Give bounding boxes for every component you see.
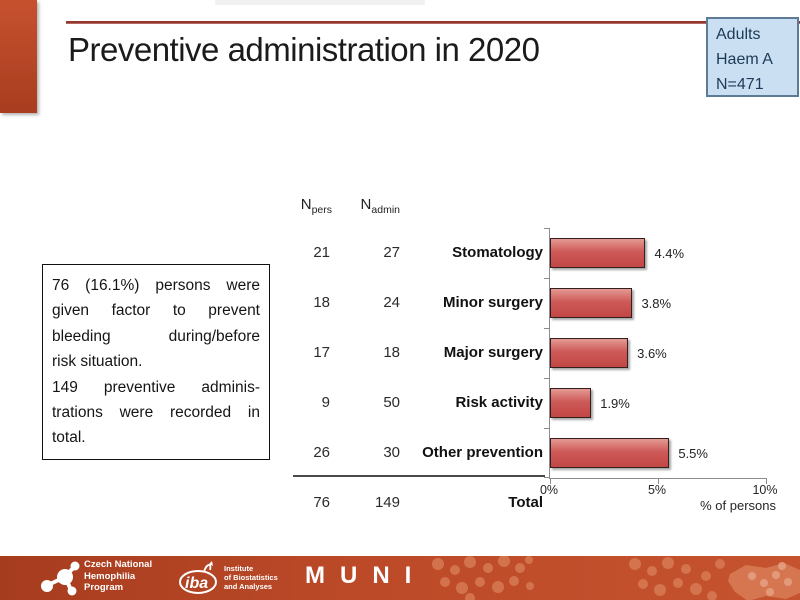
bar-risk-activity — [550, 388, 591, 418]
note-line: risk situation. — [52, 353, 143, 371]
note-line: total. — [52, 429, 86, 447]
bar-row — [550, 288, 671, 318]
cell-nadmin: 18 — [383, 344, 400, 361]
cnhp-line: Czech National — [84, 559, 153, 570]
bar-value-label: 1.9% — [600, 395, 630, 411]
header-base: N — [360, 196, 372, 213]
cell-npers: 26 — [313, 444, 330, 461]
note-line: trations were recorded in — [52, 404, 260, 422]
cell-nadmin: 24 — [383, 294, 400, 311]
iba-institute-text — [224, 564, 278, 591]
category-label: Other prevention — [422, 444, 543, 461]
header-base: N — [300, 196, 312, 213]
axis-tick — [544, 378, 550, 379]
axis-tick — [544, 328, 550, 329]
x-tick-label-5: 5% — [647, 483, 667, 497]
bar-value-label: 3.8% — [641, 295, 672, 311]
cnhp-line: Program — [84, 582, 124, 593]
cnhp-line: Hemophilia — [84, 570, 136, 582]
cell-total-npers: 76 — [313, 494, 330, 511]
bar-row — [550, 388, 630, 418]
cell-npers: 17 — [313, 344, 330, 361]
cell-nadmin: 50 — [383, 394, 400, 411]
bar-minor-surgery — [550, 288, 632, 318]
title-rule — [66, 21, 800, 24]
info-line-n: N=471 — [716, 76, 764, 93]
footer-band — [0, 556, 800, 600]
note-line: given factor to prevent — [52, 302, 260, 320]
note-line: bleeding during/before — [52, 327, 260, 345]
total-label: Total — [508, 494, 543, 511]
bar-value-label: 5.5% — [678, 445, 708, 461]
cnhp-molecule-icon — [38, 560, 84, 598]
note-line: 76 (16.1%) persons were — [52, 277, 260, 294]
x-tick-label-10: 10% — [752, 483, 778, 497]
header-sub: pers — [311, 204, 332, 216]
page-title: Preventive administration in 2020 — [68, 31, 540, 68]
total-separator-line — [293, 475, 545, 477]
axis-tick — [544, 228, 550, 229]
molecule-pattern-decoration — [400, 556, 800, 600]
column-header-npers — [284, 193, 332, 217]
top-shadow-strip — [215, 0, 425, 5]
cnhp-logo-text — [84, 559, 152, 594]
bar-value-label: 4.4% — [654, 245, 685, 261]
bar-chart-plot-area — [549, 228, 767, 479]
bar-row — [550, 238, 684, 268]
bar-stomatology — [550, 238, 645, 268]
bar-value-label: 3.6% — [637, 345, 667, 361]
header-sub: admin — [371, 204, 400, 216]
bar-row — [550, 438, 708, 468]
axis-tick — [544, 278, 550, 279]
x-axis-title: % of persons — [700, 498, 776, 513]
bar-row — [550, 338, 667, 368]
cell-total-nadmin: 149 — [374, 494, 400, 511]
axis-tick — [544, 428, 550, 429]
category-label: Risk activity — [455, 394, 543, 411]
category-label: Stomatology — [452, 244, 543, 261]
note-line: 149 preventive adminis- — [52, 378, 260, 396]
cell-npers: 18 — [313, 294, 330, 311]
summary-note-box — [42, 264, 270, 460]
bar-other-prevention — [550, 438, 669, 468]
info-line-diagnosis: Haem A — [716, 51, 773, 68]
cell-nadmin: 30 — [383, 444, 400, 461]
column-header-nadmin — [348, 193, 400, 217]
cell-npers: 21 — [313, 244, 330, 261]
cohort-info-box — [706, 17, 799, 97]
category-label: Major surgery — [443, 344, 543, 361]
iba-logo-text: iba — [185, 575, 209, 592]
accent-bar — [0, 0, 37, 113]
muni-logo: MUNI — [305, 562, 427, 589]
cell-npers: 9 — [321, 394, 330, 411]
iba-line: Institute — [224, 564, 254, 573]
cell-nadmin: 27 — [383, 244, 400, 261]
category-label: Minor surgery — [442, 294, 543, 311]
iba-line: of Biostatistics — [224, 573, 278, 582]
info-line-population: Adults — [716, 26, 761, 43]
iba-line: and Analyses — [224, 582, 273, 591]
bar-major-surgery — [550, 338, 628, 368]
x-tick-label-0: 0% — [539, 483, 559, 497]
iba-logo-icon — [176, 560, 224, 596]
